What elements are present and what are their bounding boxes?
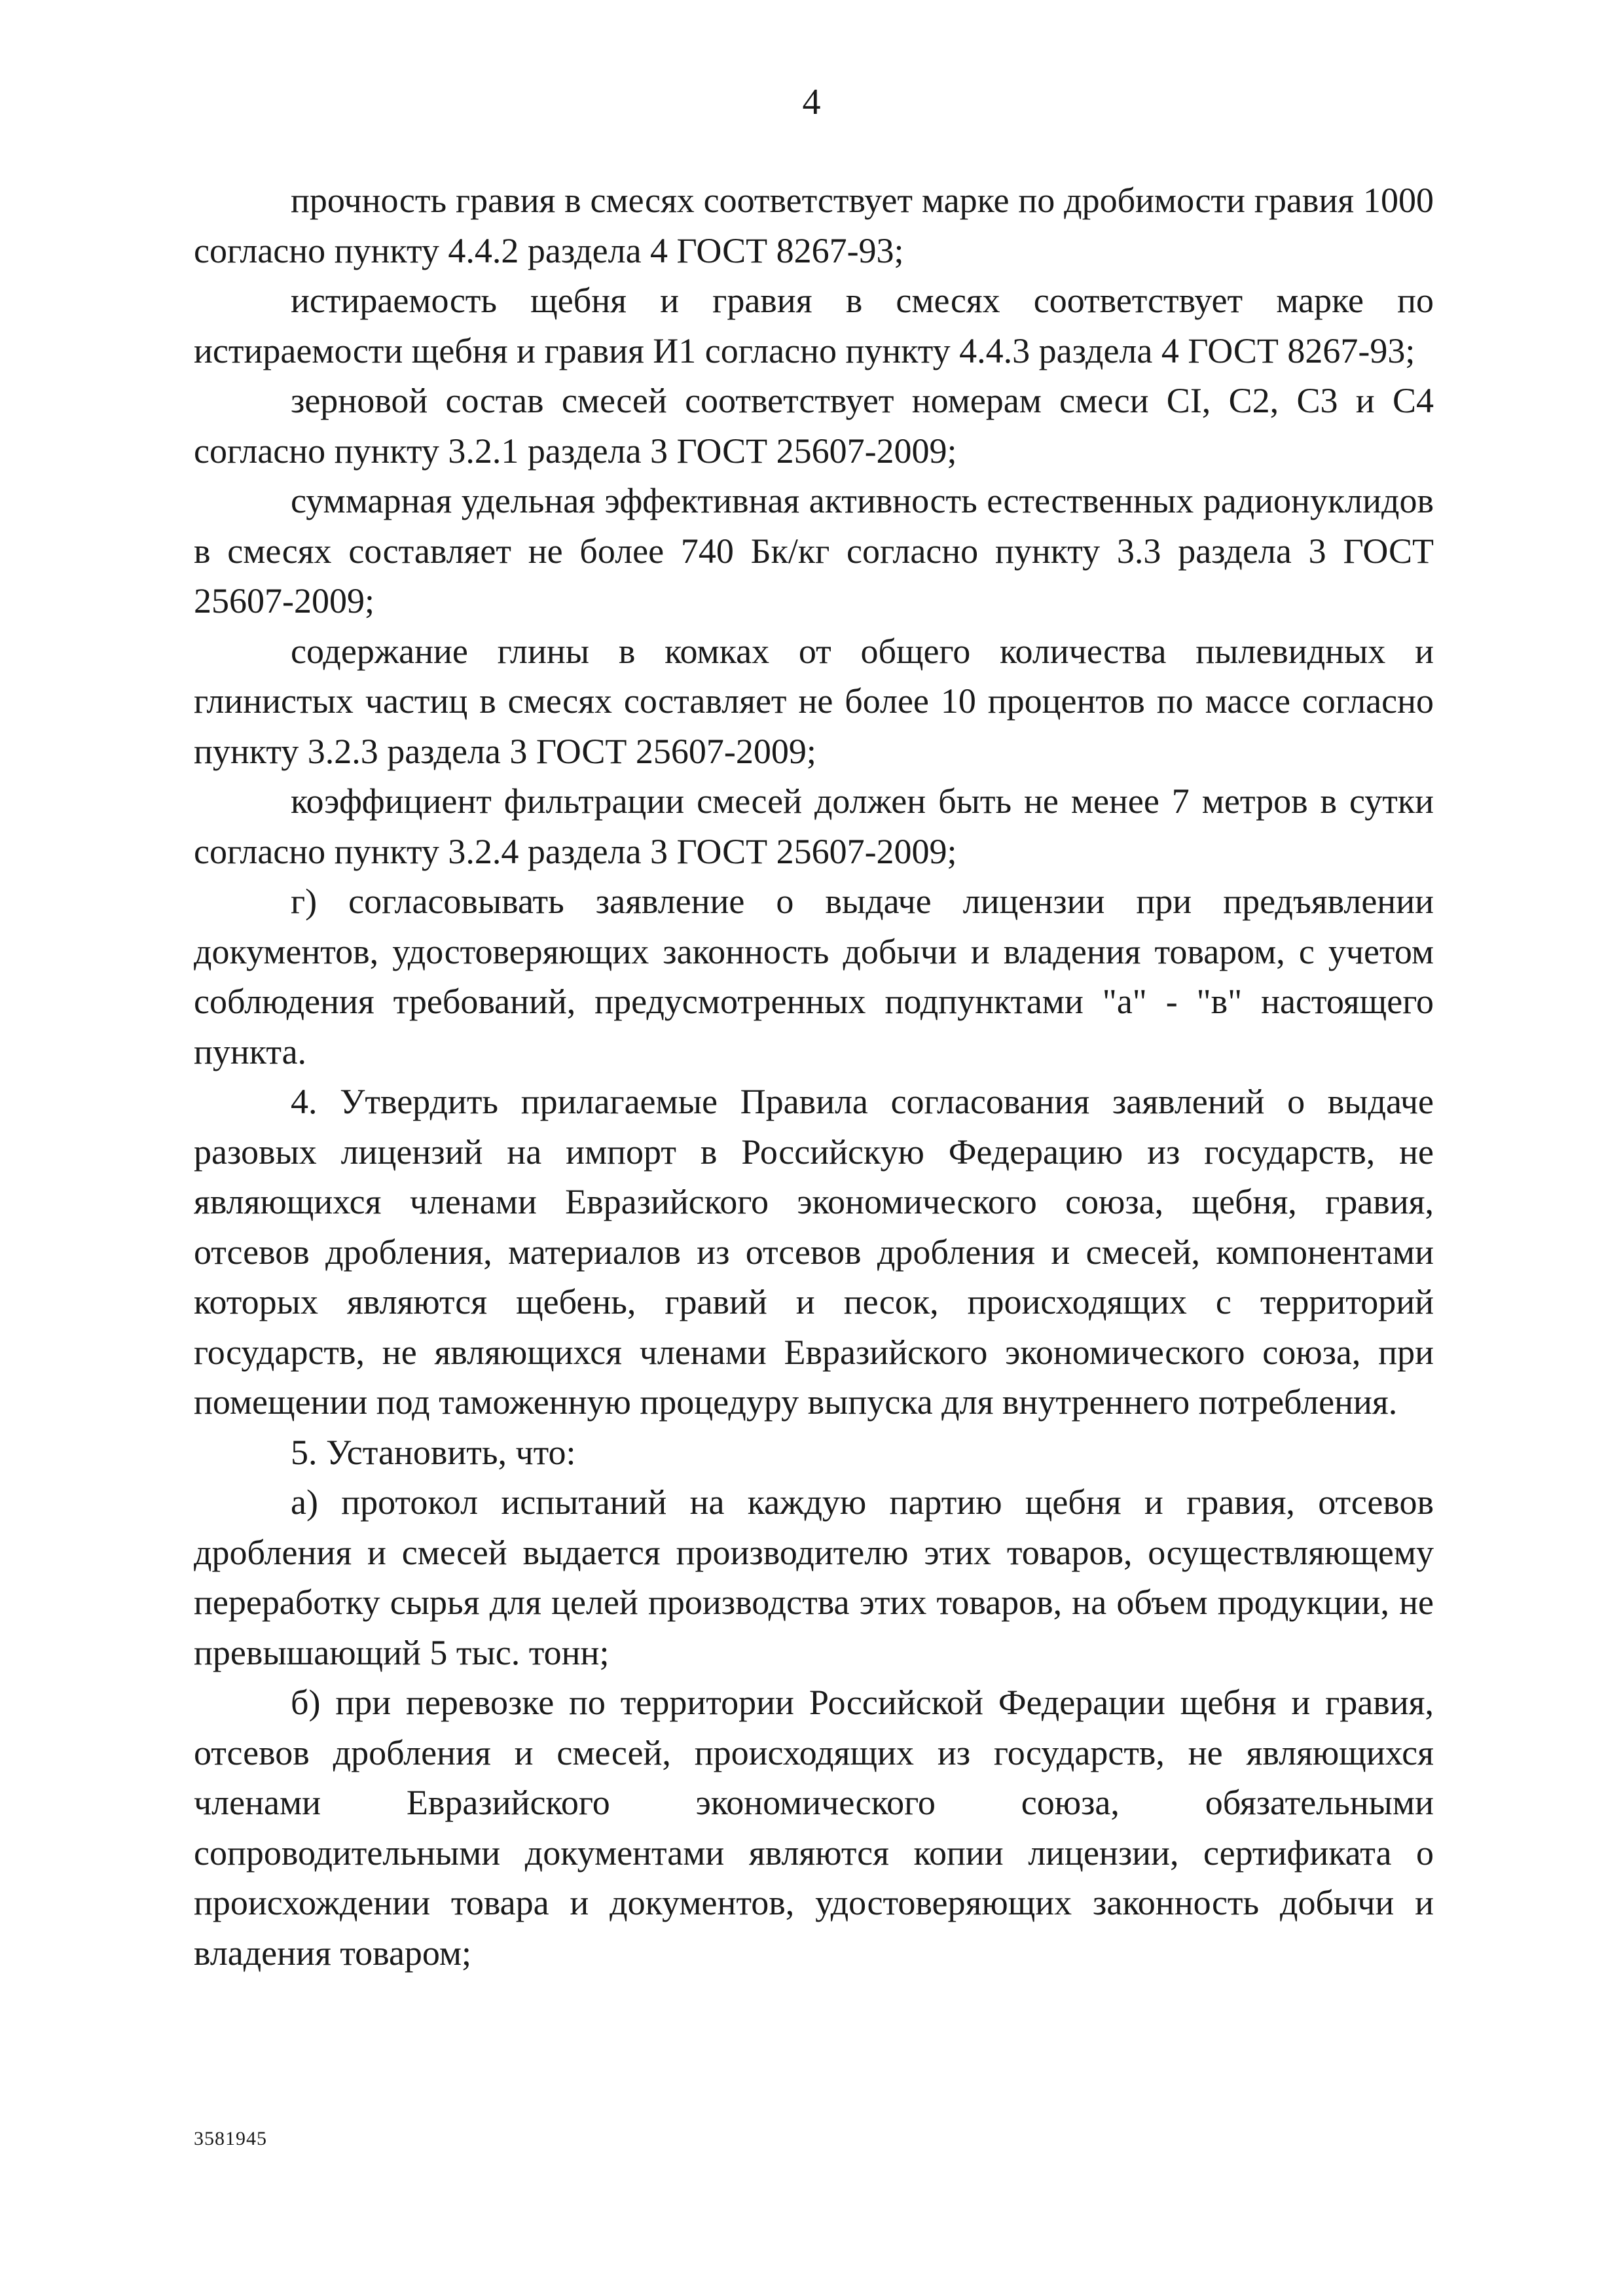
paragraph-item-5a: а) протокол испытаний на каждую партию щебня и гравия, отсевов дробления и смесей выдается производителю этих товаров, осуществляющему переработку сырья для целей производства этих товаров, на объем продукции, не превышающий 5 тыс. тонн; — [194, 1482, 1434, 1672]
paragraph-clay-content: содержание глины в комках от общего количества пылевидных и глинистых частиц в смесях составляет не более 10 процентов по массе согласно пункту 3.2.3 раздела 3 ГОСТ 25607-2009; — [194, 631, 1434, 771]
paragraph-filtration: коэффициент фильтрации смесей должен быть не менее 7 метров в сутки согласно пункту 3.2.4 раздела 3 ГОСТ 25607-2009; — [194, 781, 1434, 871]
paragraph-item-4: 4. Утвердить прилагаемые Правила согласования заявлений о выдаче разовых лицензий на импорт в Российскую Федерацию из государств, не являющихся членами Евразийского экономического союза, щебня, гравия, отсевов дробления, материалов из отсевов дробления и смесей, компонентами которых являются щебень, гравий и песок, происходящих с территорий государств, не являющихся членами Евразийского экономического союза, при помещении под таможенную процедуру выпуска для внутреннего потребления. — [194, 1082, 1434, 1422]
paragraph-item-5: 5. Установить, что: — [291, 1432, 576, 1472]
paragraph-radionuclides: суммарная удельная эффективная активность естественных радионуклидов в смесях составляет не более 740 Бк/кг согласно пункту 3.3 раздела 3 ГОСТ 25607-2009; — [194, 481, 1434, 620]
page-number: 4 — [802, 82, 821, 122]
paragraph-gravel-strength: прочность гравия в смесях соответствует марке по дробимости гравия 1000 согласно пункту 4.4.2 раздела 4 ГОСТ 8267-93; — [194, 181, 1434, 270]
paragraph-item-g: г) согласовывать заявление о выдаче лицензии при предъявлении документов, удостоверяющих законность добычи и владения товаром, с учетом соблюдения требований, предусмотренных подпунктами "а" - "в" настоящего пункта. — [194, 882, 1434, 1071]
document-id: 3581945 — [194, 2128, 267, 2149]
paragraph-item-5b: б) при перевозке по территории Российской Федерации щебня и гравия, отсевов дробления и смесей, происходящих из государств, не являющихся членами Евразийского экономического союза, обязательными сопроводительными документами являются копии лицензии, сертификата о происхождении товара и документов, удостоверяющих законность добычи и владения товаром; — [194, 1683, 1434, 1973]
document-body — [194, 175, 1434, 1978]
paragraph-abrasion: истираемость щебня и гравия в смесях соответствует марке по истираемости щебня и гравия И1 согласно пункту 4.4.3 раздела 4 ГОСТ 8267-93; — [194, 281, 1434, 370]
paragraph-grain-composition: зерновой состав смесей соответствует номерам смеси CI, C2, C3 и C4 согласно пункту 3.2.1 раздела 3 ГОСТ 25607-2009; — [194, 381, 1434, 471]
